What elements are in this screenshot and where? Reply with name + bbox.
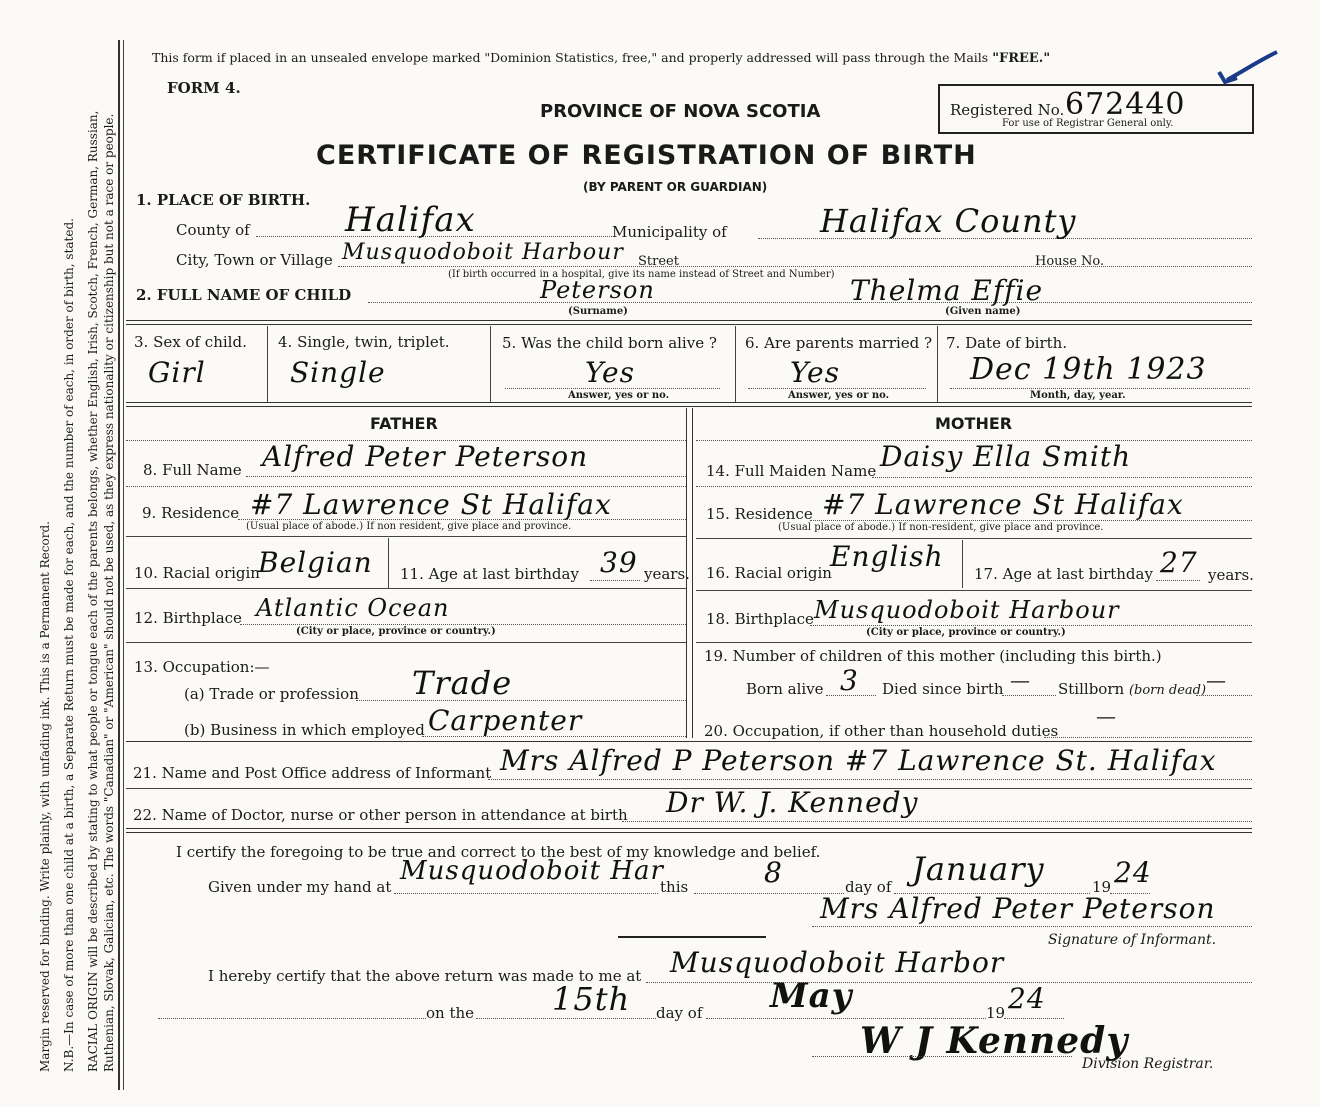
- mother-years-label: years.: [1208, 566, 1254, 584]
- certify-text: I certify the foregoing to be true and correct to the best of my knowledge and belief.: [176, 843, 821, 861]
- multiple-birth-value: Single: [290, 356, 386, 389]
- margin-note-multiple-births: N.B.—In case of more than one child at a birth, a Separate Return must be made for each, and the number of each, in order of birth, stated.: [62, 218, 76, 1072]
- registered-box: [938, 84, 1254, 134]
- father-name-label: 8. Full Name: [143, 461, 242, 479]
- mother-residence-label: 15. Residence: [706, 505, 813, 523]
- father-occupation-label: 13. Occupation:—: [134, 658, 270, 676]
- parents-married-value: Yes: [790, 356, 840, 389]
- stillborn-value: —: [1206, 668, 1227, 692]
- father-name-value: Alfred Peter Peterson: [262, 440, 589, 473]
- informant-value: Mrs Alfred P Peterson #7 Lawrence St. Halifax: [500, 744, 1217, 777]
- father-racial-value: Belgian: [258, 546, 373, 579]
- parents-married-note: Answer, yes or no.: [788, 390, 890, 401]
- father-birthplace-note: (City or place, province or country.): [296, 626, 496, 637]
- date-of-birth-label: 7. Date of birth.: [946, 334, 1068, 352]
- check-arrow-icon: [1215, 48, 1285, 88]
- certify-dayof-label: day of: [845, 878, 892, 896]
- father-residence-label: 9. Residence: [142, 504, 240, 522]
- mother-occupation-value: —: [1096, 704, 1117, 728]
- registrar-year-value: 24: [1008, 982, 1046, 1015]
- father-age-value: 39: [600, 546, 638, 579]
- mother-racial-value: English: [830, 540, 944, 573]
- certify-year-prefix: 19: [1092, 878, 1112, 896]
- certificate-subtitle: (BY PARENT OR GUARDIAN): [583, 180, 768, 194]
- registrar-dayof-label: day of: [656, 1004, 703, 1022]
- father-residence-note: (Usual place of abode.) If non resident, give place and province.: [246, 521, 572, 532]
- sex-value: Girl: [148, 356, 206, 389]
- province-heading: PROVINCE OF NOVA SCOTIA: [540, 101, 821, 122]
- mother-birthplace-label: 18. Birthplace: [706, 610, 814, 628]
- registrar-place-value: Musquodoboit Harbor: [670, 946, 1005, 979]
- county-value: Halifax: [345, 200, 476, 240]
- informant-signature-label: Signature of Informant.: [1048, 932, 1217, 948]
- mother-heading: MOTHER: [935, 414, 1013, 433]
- registrar-year-prefix: 19: [986, 1004, 1006, 1022]
- stillborn-label: Stillborn (born dead): [1058, 680, 1207, 698]
- margin-note-racial-origin: RACIAL ORIGIN will be described by stating to what people or tongue each of the parents belongs, whether English, Irish, Scotch, French, German, Russian,: [86, 110, 100, 1072]
- margin-rule: [118, 40, 120, 1090]
- mother-residence-value: #7 Lawrence St Halifax: [822, 488, 1184, 521]
- died-since-birth-value: —: [1010, 668, 1031, 692]
- informant-signature: Mrs Alfred Peter Peterson: [820, 892, 1216, 925]
- mother-name-value: Daisy Ella Smith: [880, 440, 1132, 473]
- registered-number: 672440: [1065, 87, 1186, 122]
- children-count-label: 19. Number of children of this mother (including this birth.): [704, 647, 1162, 665]
- doctor-label: 22. Name of Doctor, nurse or other person in attendance at birth: [133, 806, 628, 824]
- child-name-label: 2. FULL NAME OF CHILD: [136, 286, 352, 304]
- certify-day-value: 8: [764, 856, 783, 889]
- father-birthplace-value: Atlantic Ocean: [256, 594, 450, 622]
- father-trade-label: (a) Trade or profession: [184, 685, 359, 703]
- born-alive-label: 5. Was the child born alive ?: [502, 334, 717, 352]
- mother-birthplace-value: Musquodoboit Harbour: [814, 596, 1120, 624]
- registrar-certify-text: I hereby certify that the above return was made to me at: [208, 967, 642, 985]
- hospital-note: (If birth occurred in a hospital, give its name instead of Street and Number): [448, 269, 835, 280]
- died-since-birth-label: Died since birth: [882, 680, 1004, 698]
- child-surname-value: Peterson: [540, 276, 655, 304]
- certify-place-value: Musquodoboit Har: [400, 856, 664, 886]
- mother-age-value: 27: [1160, 546, 1198, 579]
- father-trade-value: Trade: [412, 664, 513, 702]
- date-of-birth-note: Month, day, year.: [1030, 390, 1126, 401]
- registrar-on-label: on the: [426, 1004, 475, 1022]
- mother-age-label: 17. Age at last birthday: [974, 565, 1153, 583]
- municipality-label: Municipality of: [612, 223, 727, 241]
- father-residence-value: #7 Lawrence St Halifax: [250, 488, 612, 521]
- mother-name-label: 14. Full Maiden Name: [706, 462, 877, 480]
- mother-occupation-label: 20. Occupation, if other than household duties: [704, 722, 1059, 740]
- surname-note: (Surname): [568, 306, 628, 317]
- registered-note: For use of Registrar General only.: [1002, 118, 1174, 129]
- city-label: City, Town or Village: [176, 251, 333, 269]
- margin-note-binding: Margin reserved for binding. Write plainly, with unfading ink. This is a Permanent Record.: [38, 521, 52, 1072]
- mail-notice: This form if placed in an unsealed envelope marked "Dominion Statistics, free," and properly addressed will pass through the Mails "FREE.": [152, 50, 1051, 66]
- multiple-birth-label: 4. Single, twin, triplet.: [278, 333, 450, 351]
- registrar-month-value: May: [770, 976, 853, 1016]
- place-of-birth-label: 1. PLACE OF BIRTH.: [136, 191, 311, 209]
- registrar-signature-label: Division Registrar.: [1082, 1056, 1214, 1072]
- date-of-birth-value: Dec 19th 1923: [970, 352, 1207, 387]
- given-under-hand-label: Given under my hand at: [208, 878, 392, 896]
- form-number: FORM 4.: [167, 79, 241, 97]
- born-alive-value: Yes: [585, 356, 635, 389]
- father-years-label: years.: [644, 565, 690, 583]
- mother-birthplace-note: (City or place, province or country.): [866, 627, 1066, 638]
- born-alive-count-label: Born alive: [746, 680, 824, 698]
- house-number-label: House No.: [1035, 254, 1105, 269]
- certify-year-value: 24: [1114, 856, 1152, 889]
- municipality-value: Halifax County: [820, 202, 1077, 240]
- registered-label: Registered No.: [950, 101, 1065, 119]
- certificate-title: CERTIFICATE OF REGISTRATION OF BIRTH: [316, 140, 977, 171]
- parents-married-label: 6. Are parents married ?: [745, 334, 933, 352]
- mother-racial-label: 16. Racial origin: [706, 564, 832, 582]
- child-given-value: Thelma Effie: [850, 274, 1044, 307]
- certify-month-value: January: [912, 850, 1045, 888]
- father-birthplace-label: 12. Birthplace: [134, 609, 242, 627]
- born-alive-count-value: 3: [840, 664, 859, 697]
- given-name-note: (Given name): [945, 306, 1021, 317]
- father-age-label: 11. Age at last birthday: [400, 565, 579, 583]
- informant-label: 21. Name and Post Office address of Informant: [133, 764, 492, 782]
- street-label: Street: [638, 254, 679, 269]
- registrar-day-value: 15th: [552, 980, 631, 1018]
- county-label: County of: [176, 221, 250, 239]
- margin-note-racial-origin-cont: Ruthenian, Slovak, Galician, etc. The words "Canadian" or "American" should not be used, as they express nationality or citizenship but not a race or people.: [102, 113, 116, 1072]
- father-business-value: Carpenter: [428, 704, 583, 737]
- father-racial-label: 10. Racial origin: [134, 564, 260, 582]
- mother-residence-note: (Usual place of abode.) If non-resident, give place and province.: [778, 522, 1104, 533]
- certify-this-label: this: [660, 878, 689, 896]
- born-alive-note: Answer, yes or no.: [568, 390, 670, 401]
- sex-label: 3. Sex of child.: [134, 333, 247, 351]
- margin-rule-inner: [123, 40, 124, 1090]
- city-value: Musquodoboit Harbour: [342, 240, 624, 265]
- registrar-signature: W J Kennedy: [860, 1020, 1129, 1062]
- doctor-value: Dr W. J. Kennedy: [666, 786, 919, 819]
- father-heading: FATHER: [370, 414, 438, 433]
- father-business-label: (b) Business in which employed: [184, 721, 425, 739]
